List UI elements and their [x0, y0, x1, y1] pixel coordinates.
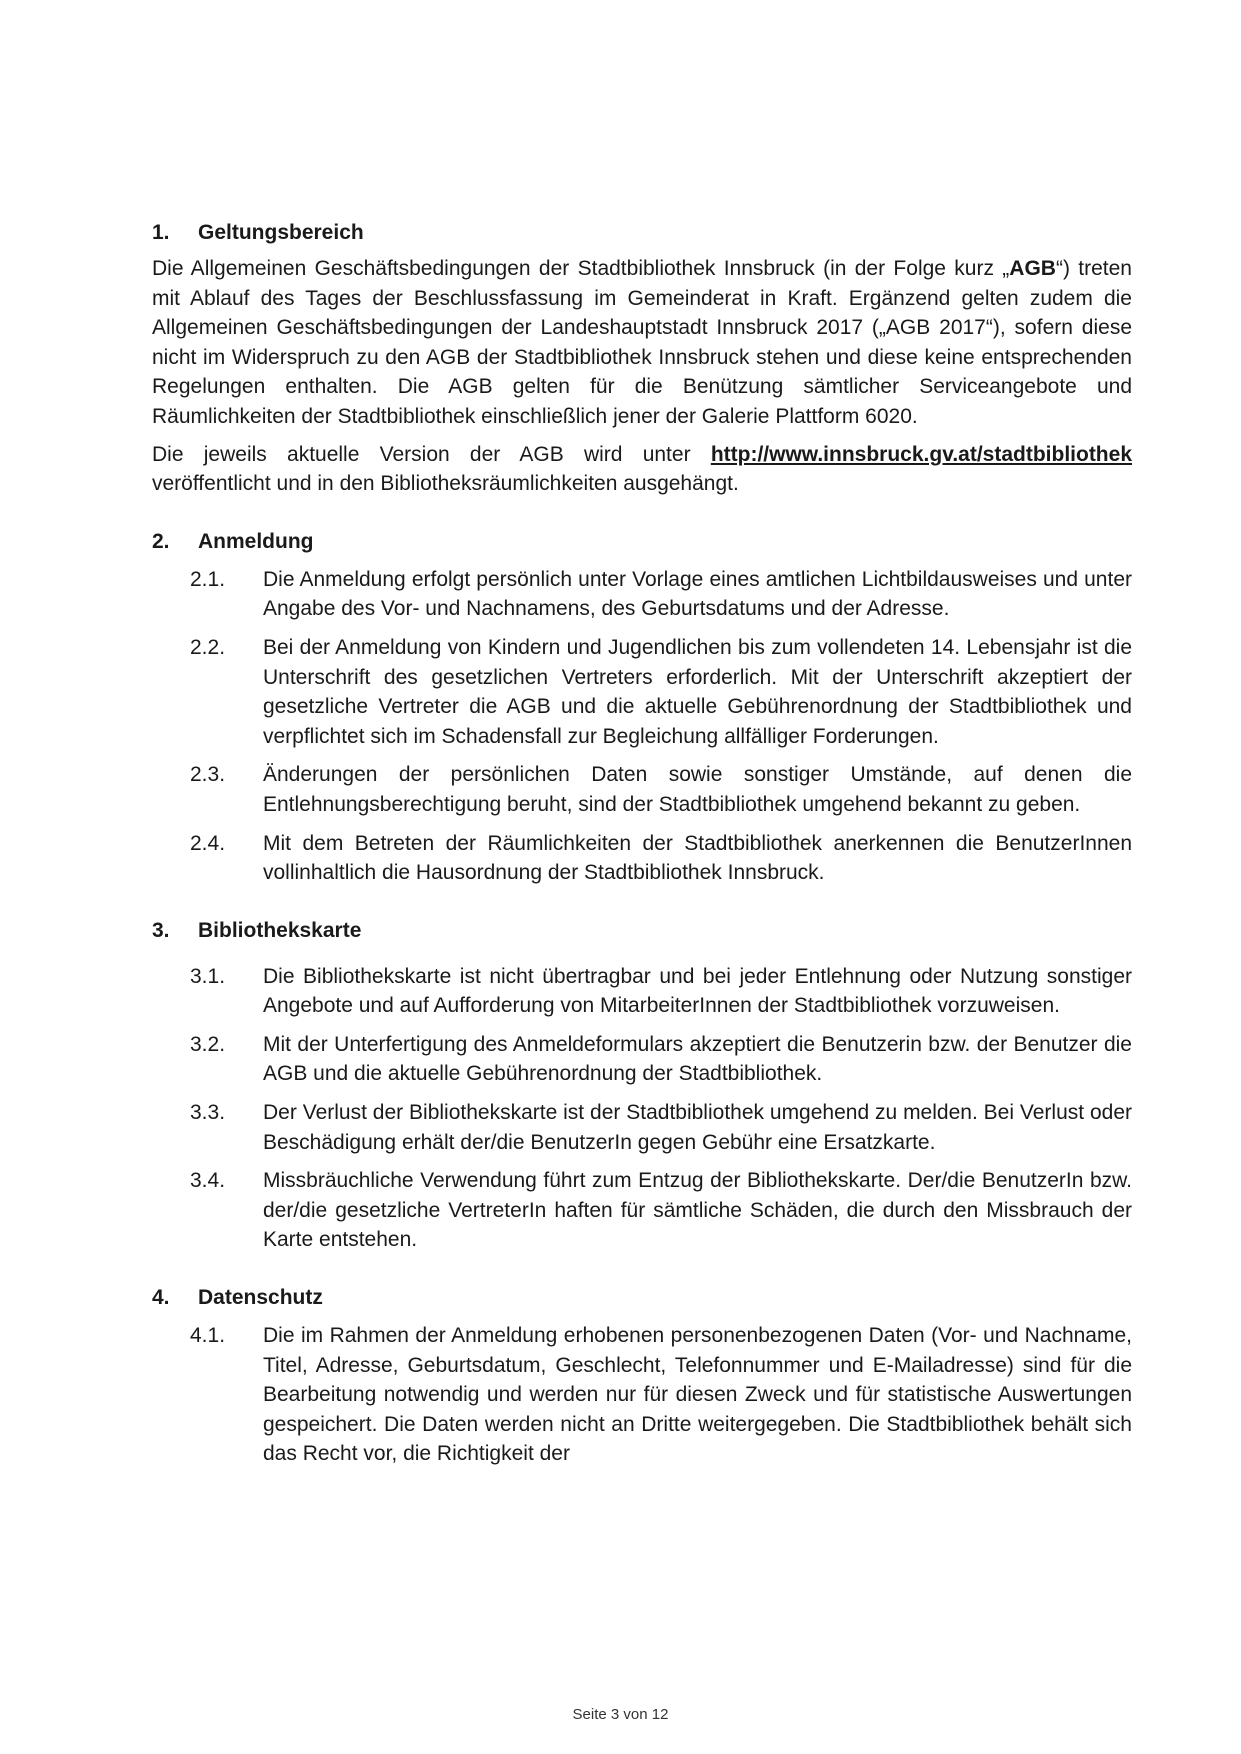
item-text: Die Bibliothekskarte ist nicht übertragbar und bei jeder Entlehnung oder Nutzung sonstiger Angebote und auf Aufforderung von MitarbeiterInnen der Stadtbibliothek vorzuweisen.: [263, 964, 1132, 1018]
list-item: [152, 760, 1132, 819]
paragraph-text: Die Allgemeinen Geschäftsbedingungen der Stadtbibliothek Innsbruck (in der Folge kurz „: [152, 257, 1010, 280]
paragraph-text: “) treten mit Ablauf des Tages der Beschlussfassung im Gemeinderat in Kraft. Ergänzend gelten zudem die Allgemeinen Geschäftsbedingungen der Landeshauptstadt Innsbruck 2017 („AGB 2017“), sofern diese nicht im Widerspruch zu den AGB der Stadtbibliothek Innsbruck stehen und diese keine entsprechenden Regelungen enthalten. Die AGB gelten für die Benützung sämtlicher Serviceangebote und Räumlichkeiten der Stadtbibliothek einschließlich jener der Galerie Plattform 6020.: [152, 257, 1132, 428]
document-page: [152, 218, 1132, 1485]
item-text: Mit dem Betreten der Räumlichkeiten der Stadtbibliothek anerkennen die BenutzerInnen vollinhaltlich die Hausordnung der Stadtbibliothek Innsbruck.: [263, 831, 1132, 885]
section-title: Datenschutz: [198, 1286, 323, 1310]
page-number-footer: Seite 3 von 12: [572, 1706, 669, 1723]
agb-abbreviation: AGB: [1009, 257, 1056, 280]
item-number: 3.2.: [190, 1032, 226, 1056]
item-number: 3.1.: [190, 964, 226, 988]
section-number: 4.: [152, 1286, 170, 1310]
section-heading: [152, 527, 1132, 557]
item-text: Die im Rahmen der Anmeldung erhobenen personenbezogenen Daten (Vor- und Nachname, Titel, Adresse, Geburtsdatum, Geschlecht, Telefonnummer und E-Mailadresse) sind für die Bearbeitung notwendig und werden nur für diesen Zweck und für statistische Auswertungen gespeichert. Die Daten werden nicht an Dritte weitergegeben. Die Stadtbibliothek behält sich das Recht vor, die Richtigkeit der: [263, 1324, 1132, 1466]
item-number: 2.4.: [190, 831, 226, 855]
item-number: 4.1.: [190, 1324, 226, 1348]
item-text: Die Anmeldung erfolgt persönlich unter Vorlage eines amtlichen Lichtbildausweises und unter Angabe des Vor- und Nachnamens, des Geburtsdatums und der Adresse.: [263, 567, 1132, 621]
section-heading: [152, 1283, 1132, 1313]
list-item: [152, 1321, 1132, 1469]
section-geltungsbereich: [152, 218, 1132, 499]
paragraph-text: Die jeweils aktuelle Version der AGB wird unter: [152, 442, 711, 466]
item-number: 3.4.: [190, 1169, 226, 1193]
section-title: Anmeldung: [198, 529, 314, 553]
section-title: Geltungsbereich: [198, 221, 364, 244]
section-heading: [152, 916, 1132, 946]
item-text: Mit der Unterfertigung des Anmeldeformulars akzeptiert die Benutzerin bzw. der Benutzer die AGB und die aktuelle Gebührenordnung der Stadtbibliothek.: [263, 1032, 1132, 1086]
item-number: 3.3.: [190, 1101, 226, 1125]
section-datenschutz: [152, 1283, 1132, 1469]
item-list: [152, 962, 1132, 1255]
library-url-link[interactable]: http://www.innsbruck.gv.at/stadtbibliothek: [710, 442, 1132, 466]
list-item: [152, 829, 1132, 888]
item-number: 2.2.: [190, 635, 226, 659]
list-item: [152, 633, 1132, 751]
list-item: [152, 962, 1132, 1021]
item-text: Missbräuchliche Verwendung führt zum Entzug der Bibliothekskarte. Der/die BenutzerIn bzw. der/die gesetzliche VertreterIn haften für sämtliche Schäden, die durch den Missbrauch der Karte entstehen.: [263, 1169, 1132, 1252]
section-anmeldung: [152, 527, 1132, 888]
section-bibliothekskarte: [152, 916, 1132, 1255]
section-number: 3.: [152, 918, 170, 942]
item-number: 2.3.: [190, 763, 226, 787]
item-number: 2.1.: [190, 567, 226, 591]
paragraph: [152, 254, 1132, 432]
list-item: [152, 1030, 1132, 1089]
item-list: [152, 565, 1132, 888]
item-text: Bei der Anmeldung von Kindern und Jugendlichen bis zum vollendeten 14. Lebensjahr ist die Unterschrift des gesetzlichen Vertreters erforderlich. Mit der Unterschrift akzeptiert der gesetzliche Vertreter die AGB und die aktuelle Gebührenordnung der Stadtbibliothek und verpflichtet sich im Schadensfall zur Begleichung allfälliger Forderungen.: [263, 635, 1132, 748]
list-item: [152, 1166, 1132, 1255]
section-number: 1.: [152, 221, 170, 244]
item-text: Der Verlust der Bibliothekskarte ist der Stadtbibliothek umgehend zu melden. Bei Verlust oder Beschädigung erhält der/die BenutzerIn gegen Gebühr eine Ersatzkarte.: [263, 1101, 1132, 1154]
paragraph: [152, 440, 1132, 499]
list-item: [152, 565, 1132, 624]
list-item: [152, 1098, 1132, 1157]
item-list: [152, 1321, 1132, 1469]
paragraph-text: veröffentlicht und in den Bibliotheksräumlichkeiten ausgehängt.: [152, 472, 739, 496]
section-number: 2.: [152, 529, 170, 553]
item-text: Änderungen der persönlichen Daten sowie sonstiger Umstände, auf denen die Entlehnungsberechtigung beruht, sind der Stadtbibliothek umgehend bekannt zu geben.: [263, 763, 1132, 816]
section-title: Bibliothekskarte: [198, 918, 362, 942]
section-heading: [152, 218, 1132, 248]
